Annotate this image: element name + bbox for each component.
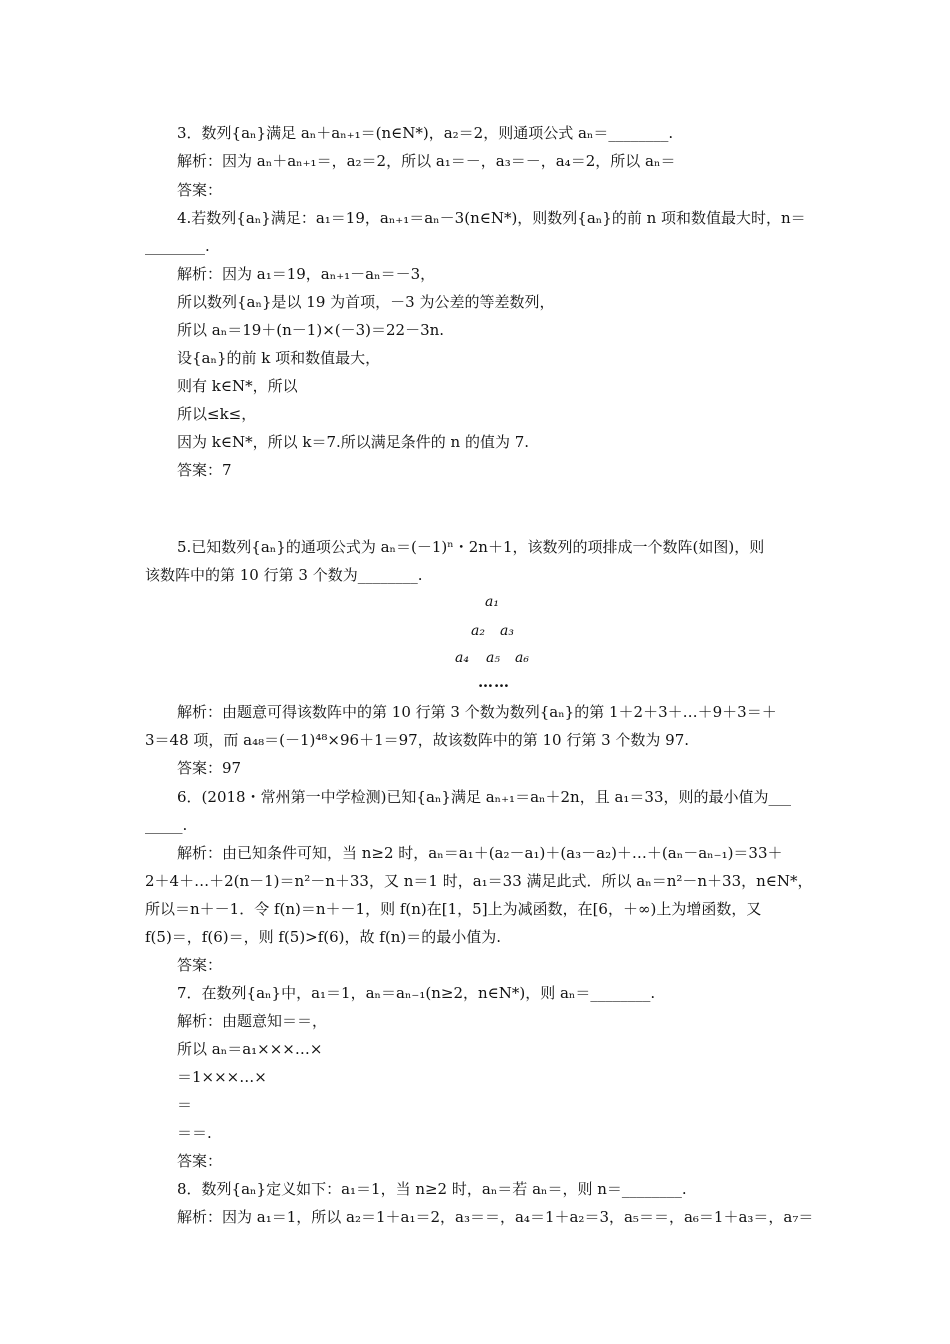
q4-solution-line1: 解析：因为 a₁＝19，aₙ₊₁－aₙ＝－3， [177,265,436,283]
q7-answer: 答案： [177,1152,223,1170]
q5-stem-line2: 该数阵中的第 10 行第 3 个数为________. [145,566,423,584]
q8-stem: 8．数列{aₙ}定义如下：a₁＝1，当 n≥2 时，aₙ＝若 aₙ＝，则 n＝________. [177,1180,687,1198]
q6-solution-line4: f(5)＝，f(6)＝，则 f(5)>f(6)，故 f(n)＝的最小值为. [145,928,501,946]
q6-solution-line3: 所以＝n＋－1．令 f(n)＝n＋－1，则 f(n)在[1，5]上为减函数，在[6，＋∞)上为增函数，又 [145,900,762,918]
triangle-item-a1: a₁ [485,594,499,610]
q4-stem-line2: ________. [145,237,210,255]
triangle-ellipsis: …… [478,673,510,691]
q8-solution-line1: 解析：因为 a₁＝1，所以 a₂＝1＋a₁＝2，a₃＝＝，a₄＝1＋a₂＝3，a₅＝＝，a₆＝1＋a₃＝，a₇＝ [177,1208,814,1226]
q4-stem-line1: 4.若数列{aₙ}满足：a₁＝19，aₙ₊₁＝aₙ－3(n∈N*)，则数列{aₙ}的前 n 项和数值最大时，n＝ [177,209,806,227]
q4-solution-line3: 所以 aₙ＝19＋(n－1)×(－3)＝22－3n. [177,321,445,339]
q5-solution-line1: 解析：由题意可得该数阵中的第 10 行第 3 个数为数列{aₙ}的第 1＋2＋3＋…＋9＋3＝＋ [177,703,777,721]
q6-stem-line2: _____. [145,816,188,834]
q4-solution-line5: 则有 k∈N*，所以 [177,377,298,395]
q7-solution-line4: ＝ [177,1096,193,1114]
q4-solution-line7: 因为 k∈N*，所以 k＝7.所以满足条件的 n 的值为 7. [177,433,530,451]
triangle-item-a6: a₆ [515,650,529,666]
q4-solution-line2: 所以数列{aₙ}是以 19 为首项，－3 为公差的等差数列， [177,293,555,311]
triangle-item-a4: a₄ [455,650,469,666]
q3-answer: 答案： [177,181,223,199]
q6-answer: 答案： [177,956,223,974]
triangle-item-a2: a₂ [471,623,485,639]
q5-answer: 答案：97 [177,759,242,777]
q4-solution-line4: 设{aₙ}的前 k 项和数值最大， [177,349,381,367]
q6-solution-line2: 2＋4＋…＋2(n－1)＝n²－n＋33，又 n＝1 时，a₁＝33 满足此式．所以 aₙ＝n²－n＋33，n∈N*， [145,872,813,890]
q5-solution-line2: 3＝48 项，而 a₄₈＝(－1)⁴⁸×96＋1＝97，故该数阵中的第 10 行第 3 个数为 97. [145,731,690,749]
q6-stem-line1: 6．(2018・常州第一中学检测)已知{aₙ}满足 aₙ₊₁＝aₙ＋2n，且 a₁＝33，则的最小值为___ [177,788,792,806]
q5-stem-line1: 5.已知数列{aₙ}的通项公式为 aₙ＝(－1)ⁿ・2n＋1，该数列的项排成一个数阵(如图)，则 [177,538,765,556]
q6-solution-line1: 解析：由已知条件可知，当 n≥2 时，aₙ＝a₁＋(a₂－a₁)＋(a₃－a₂)＋…＋(aₙ－aₙ₋₁)＝33＋ [177,844,783,862]
q7-solution-line3: ＝1×××…× [177,1068,267,1086]
q7-solution-line5: ＝＝. [177,1124,212,1142]
q7-solution-line1: 解析：由题意知＝＝， [177,1012,328,1030]
q3-solution: 解析：因为 aₙ＋aₙ₊₁＝，a₂＝2，所以 a₁＝－，a₃＝－，a₄＝2，所以 aₙ＝ [177,152,676,170]
triangle-item-a3: a₃ [500,623,514,639]
triangle-item-a5: a₅ [486,650,500,666]
q7-stem: 7．在数列{aₙ}中，a₁＝1，aₙ＝aₙ₋₁(n≥2，n∈N*)，则 aₙ＝________. [177,984,656,1002]
q7-solution-line2: 所以 aₙ＝a₁×××…× [177,1040,323,1058]
q4-answer: 答案：7 [177,461,232,479]
q3-stem: 3．数列{aₙ}满足 aₙ＋aₙ₊₁＝(n∈N*)，a₂＝2，则通项公式 aₙ＝________. [177,124,674,142]
q4-solution-line6: 所以≤k≤， [177,405,257,423]
